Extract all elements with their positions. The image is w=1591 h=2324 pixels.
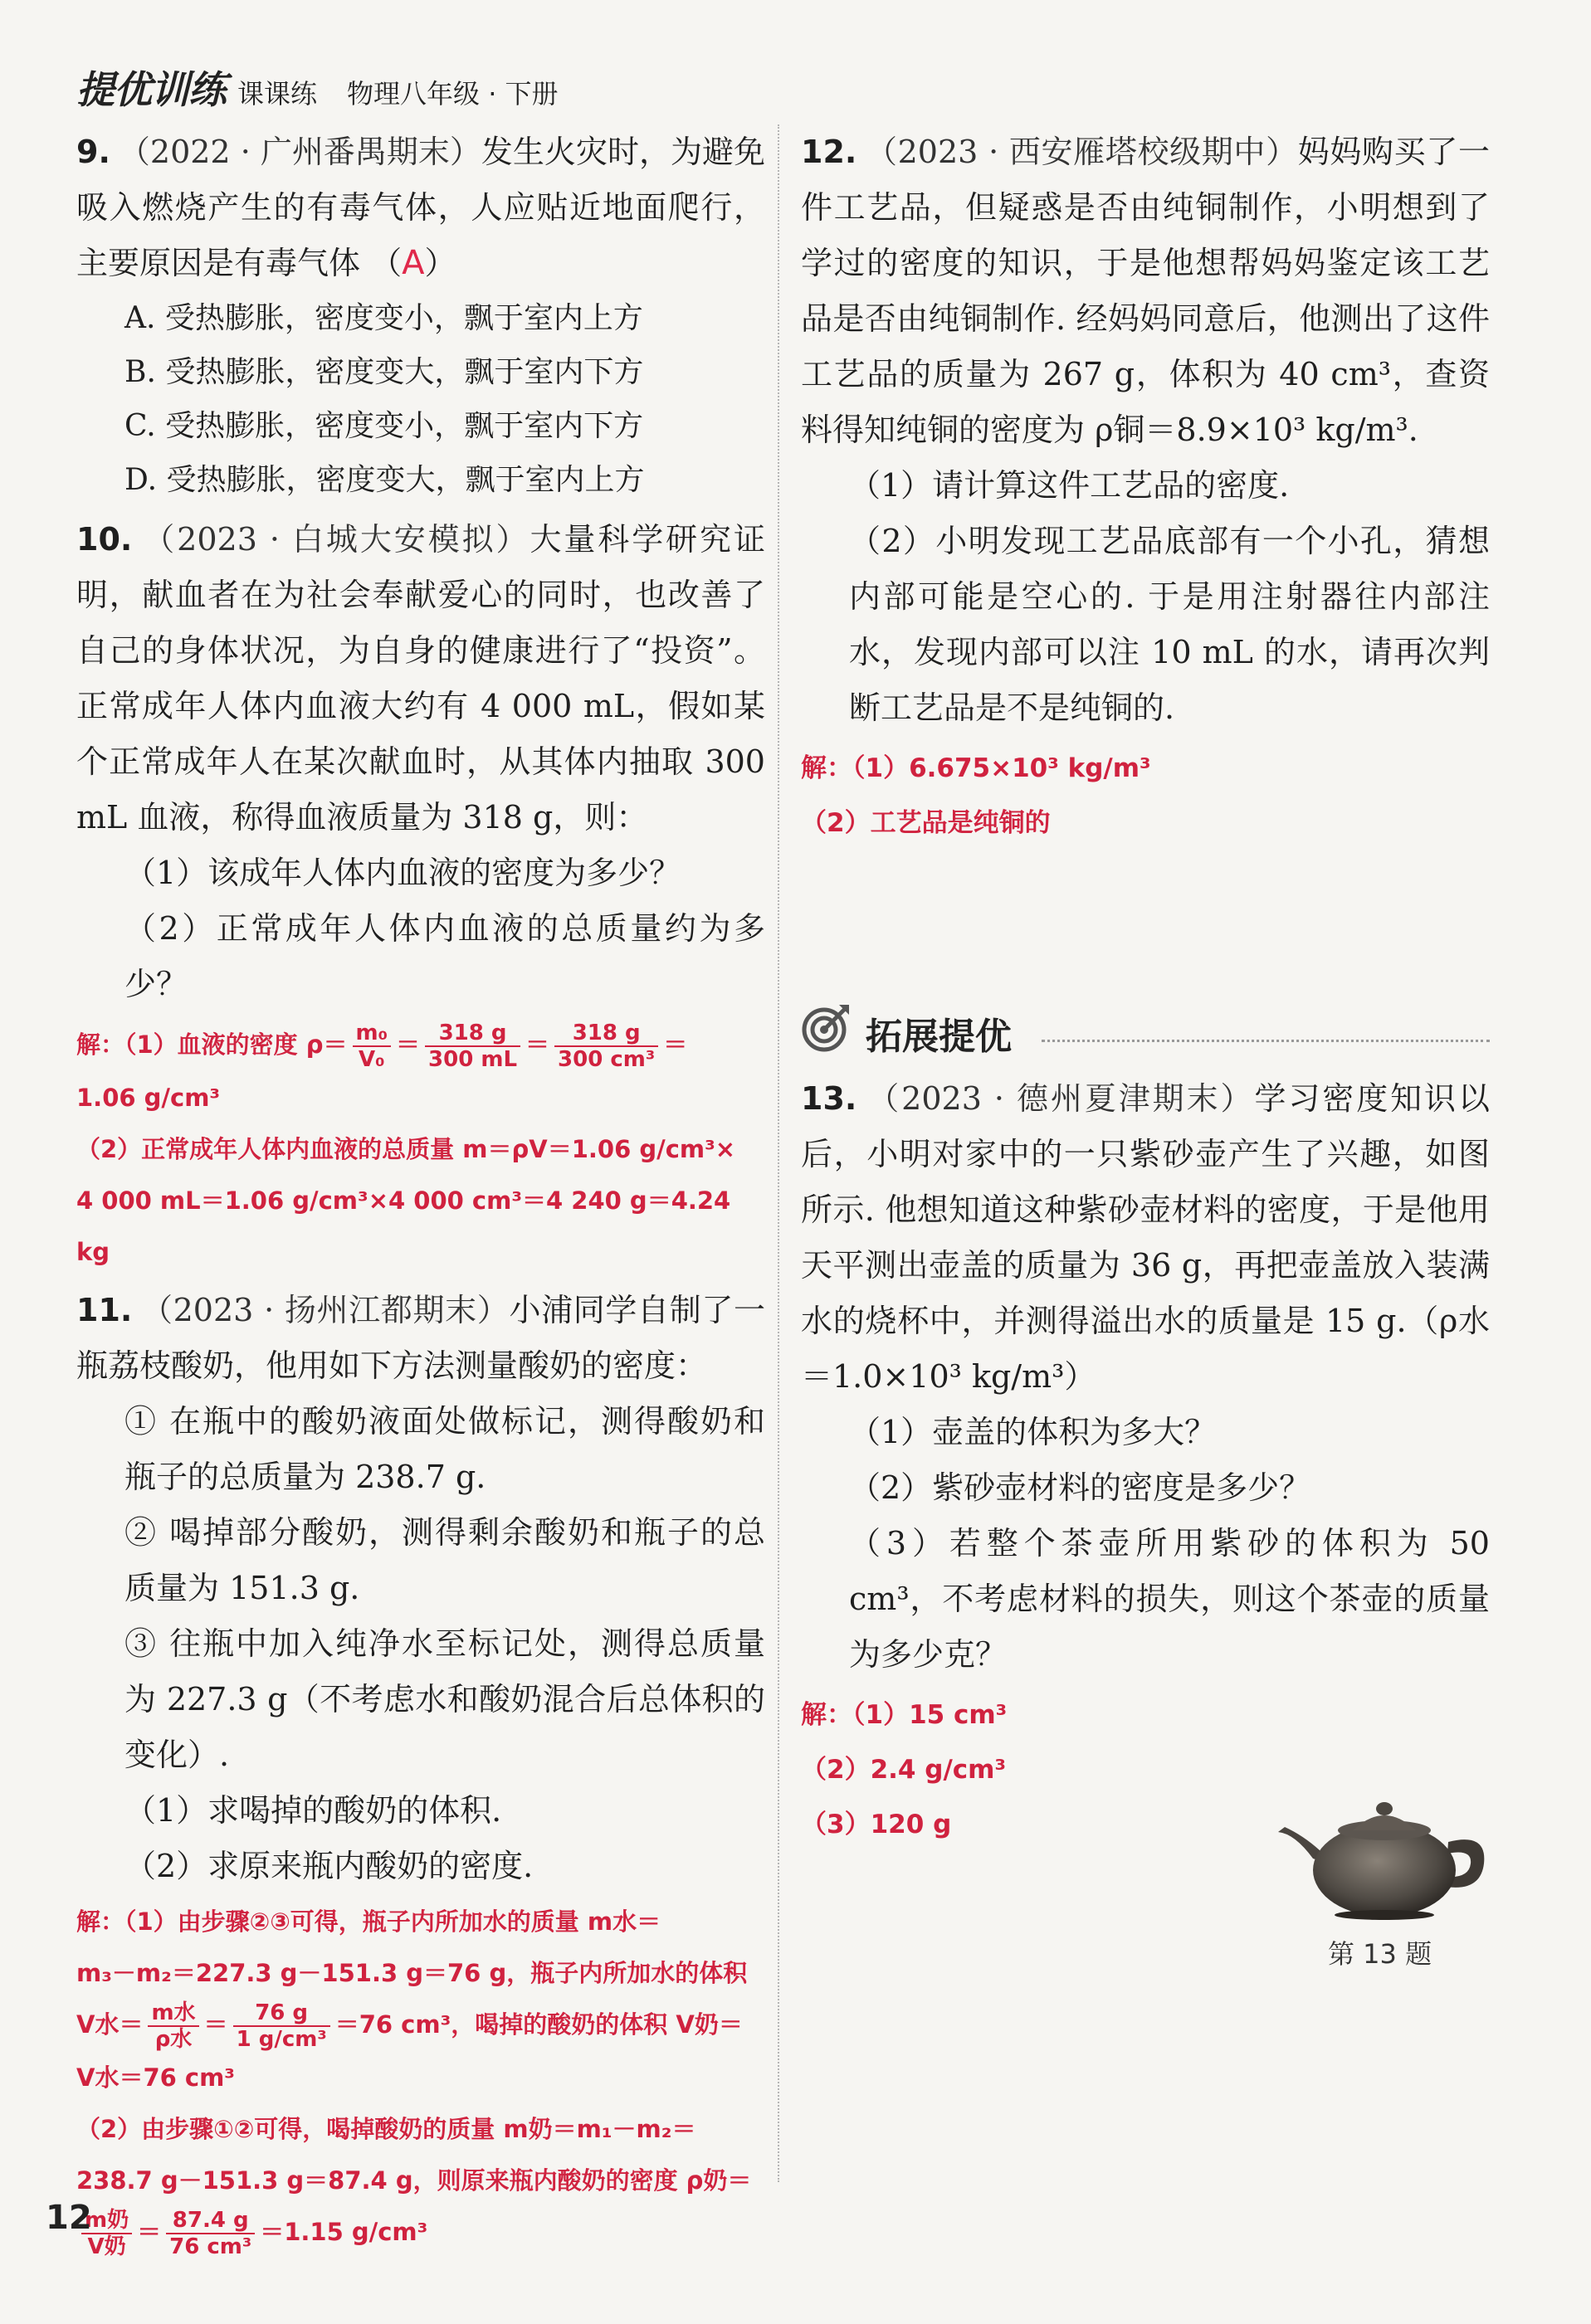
question-10 — [76, 512, 765, 1012]
q10-frac-2-den: 300 mL — [428, 1047, 518, 1072]
q11-frac-2-den: 1 g/cm³ — [236, 2027, 327, 2052]
q11-eq-2: ＝ — [137, 2218, 162, 2246]
q11-step2: ② 喝掉部分酸奶，测得剩余酸奶和瓶子的总质量为 151.3 g. — [124, 1514, 765, 1606]
q13-sub2: （2）紫砂壶材料的密度是多少？ — [849, 1469, 1311, 1506]
q11-sol-line7 — [76, 2206, 765, 2259]
header-book: 物理八年级 · 下册 — [347, 78, 559, 110]
brand-logo-text: 提优训练 — [76, 67, 226, 112]
q9-option-b: B. 受热膨胀，密度变大，飘于室内下方 — [124, 355, 644, 389]
q10-eq-3: ＝ — [663, 1030, 688, 1059]
q10-frac-3 — [554, 1021, 658, 1072]
q10-frac-2 — [425, 1021, 520, 1072]
q10-frac-1 — [353, 1021, 391, 1072]
q9-option-d: D. 受热膨胀，密度变大，飘于室内上方 — [124, 463, 645, 497]
q10-solution — [76, 1019, 765, 1278]
q9-bracket-close: ） — [424, 245, 456, 281]
q11-solution — [76, 1896, 765, 2259]
q12-source: （2023 · 西安雁塔校级期中） — [865, 134, 1298, 170]
q11-frac-1 — [148, 2000, 198, 2052]
q9-stem — [76, 124, 765, 291]
page-number: 12 — [46, 2199, 92, 2237]
q13-number: 13. — [801, 1080, 857, 1117]
q13-sol3: （3）120 g — [801, 1810, 952, 1839]
question-13 — [801, 1071, 1490, 1683]
q12-sol2: （2）工艺品是纯铜的 — [801, 808, 1051, 838]
q13-sol1: 解：（1）15 cm³ — [801, 1700, 1008, 1730]
section-title: 拓展提优 — [866, 1016, 1012, 1058]
question-9 — [76, 124, 765, 507]
q11-sol-line6: 238.7 g－151.3 g＝87.4 g，则原来瓶内酸奶的密度 ρ奶＝ — [76, 2166, 752, 2195]
page-header — [76, 60, 559, 110]
q11-eq-1: ＝ — [203, 2010, 228, 2039]
q12-sub2: （2）小明发现工艺品底部有一个小孔，猜想内部可能是空心的. 于是用注射器往内部注水，发现内部可以注 10 mL 的水，请再次判断工艺品是不是纯铜的. — [849, 523, 1490, 726]
q9-source: （2022 · 广州番禺期末） — [118, 134, 481, 170]
section-extension — [801, 991, 1490, 1066]
q10-source: （2023 · 白城大安模拟） — [140, 521, 530, 558]
q9-bracket-open: （ — [370, 245, 403, 281]
q9-option-a: A. 受热膨胀，密度变小，飘于室内上方 — [124, 301, 643, 335]
q10-frac-3-den: 300 cm³ — [558, 1047, 656, 1072]
q11-frac-4-den: 76 cm³ — [169, 2234, 252, 2259]
q11-text: 小浦同学自制了一瓶荔枝酸奶，他用如下方法测量酸奶的密度： — [76, 1292, 765, 1384]
q11-number: 11. — [76, 1292, 133, 1328]
q10-sol2-line1: （2）正常成年人体内血液的总质量 m＝ρV＝1.06 g/cm³× — [76, 1135, 736, 1163]
q10-number: 10. — [76, 521, 133, 558]
q11-frac-3-num: m奶 — [81, 2208, 132, 2234]
q13-sol2: （2）2.4 g/cm³ — [801, 1755, 1007, 1785]
q13-text: 学习密度知识以后，小明对家中的一只紫砂壶产生了兴趣，如图所示. 他想知道这种紫砂壶材料的密度，于是他用天平测出壶盖的质量为 36 g，再把壶盖放入装满水的烧杯中，并测得溢出水的质量是 15 g.（ρ水＝1.0×10³ kg/m³） — [801, 1080, 1490, 1395]
q12-sub1: （1）请计算这件工艺品的密度. — [849, 467, 1290, 504]
q11-frac-2-num: 76 g — [233, 2000, 330, 2027]
q10-text: 大量科学研究证明，献血者在为社会奉献爱心的同时，也改善了自己的身体状况，为自身的健康进行了“投资”。正常成年人体内血液大约有 4 000 mL，假如某个正常成年人在某次献血时，从其体内抽取 300 mL 血液，称得血液质量为 318 g，则： — [76, 521, 765, 836]
q13-caption: 第 13 题 — [1328, 1938, 1432, 1970]
q11-sol-line5: （2）由步骤①②可得，喝掉酸奶的质量 m奶＝m₁－m₂＝ — [76, 2115, 696, 2143]
q10-frac-3-num: 318 g — [554, 1021, 658, 1047]
column-divider — [778, 124, 779, 2182]
q12-number: 12. — [801, 134, 857, 170]
q10-sub2: （2）正常成年人体内血液的总质量约为多少？ — [124, 910, 765, 1002]
question-11 — [76, 1283, 765, 1894]
q11-frac-4 — [166, 2208, 255, 2259]
q12-sol1: 解：（1）6.675×10³ kg/m³ — [801, 753, 1151, 783]
q11-sub1: （1）求喝掉的酸奶的体积. — [124, 1792, 502, 1829]
right-column — [801, 124, 1490, 1852]
q11-sol3-post: ＝76 cm³，喝掉的酸奶的体积 V奶＝ — [334, 2010, 743, 2039]
q11-sol-line2: m₃－m₂＝227.3 g－151.3 g＝76 g，瓶子内所加水的体积 — [76, 1959, 748, 1987]
q9-answer: A — [402, 244, 425, 282]
q10-sol1-prefix: 解：（1）血液的密度 ρ＝ — [76, 1030, 348, 1059]
q11-step1: ① 在瓶中的酸奶液面处做标记，测得酸奶和瓶子的总质量为 238.7 g. — [124, 1403, 765, 1495]
q11-sol-line1: 解：（1）由步骤②③可得，瓶子内所加水的质量 m水＝ — [76, 1907, 661, 1936]
q12-text: 妈妈购买了一件工艺品，但疑惑是否由纯铜制作，小明想到了学过的密度的知识，于是他想帮妈妈鉴定该工艺品是否由纯铜制作. 经妈妈同意后，他测出了这件工艺品的质量为 267 g，体积为 40 cm³，查资料得知纯铜的密度为 ρ铜＝8.9×10³ kg/m³. — [801, 134, 1490, 448]
section-dotted-rule — [1042, 1040, 1490, 1042]
q13-source: （2023 · 德州夏津期末） — [865, 1080, 1255, 1117]
q13-figure — [1270, 1784, 1502, 1928]
q11-frac-1-num: m水 — [148, 2000, 198, 2027]
q11-frac-4-num: 87.4 g — [166, 2208, 255, 2234]
q9-number: 9. — [76, 134, 110, 170]
q10-sub1: （1）该成年人体内血液的密度为多少？ — [124, 855, 681, 891]
q10-sol2-line2: 4 000 mL＝1.06 g/cm³×4 000 cm³＝4 240 g＝4.24 kg — [76, 1186, 731, 1266]
q11-sol7-post: ＝1.15 g/cm³ — [260, 2218, 428, 2246]
q11-sol-line4: V水＝76 cm³ — [76, 2063, 236, 2092]
q13-sub1: （1）壶盖的体积为多大？ — [849, 1414, 1217, 1450]
q13-sub3: （3）若整个茶壶所用紫砂的体积为 50 cm³，不考虑材料的损失，则这个茶壶的质量为多少克？ — [849, 1525, 1490, 1673]
q11-frac-1-den: ρ水 — [154, 2027, 193, 2052]
q10-frac-1-den: V₀ — [359, 1047, 385, 1072]
q11-frac-3-den: V奶 — [87, 2234, 126, 2259]
header-subtitle: 课课练 — [237, 78, 318, 110]
q11-source: （2023 · 扬州江都期末） — [140, 1292, 510, 1328]
q10-frac-1-num: m₀ — [353, 1021, 391, 1047]
q10-eq-1: ＝ — [396, 1030, 421, 1059]
question-12 — [801, 124, 1490, 736]
q9-option-c: C. 受热膨胀，密度变小，飘于室内下方 — [124, 409, 644, 443]
target-icon — [801, 1003, 851, 1053]
q9-text: 发生火灾时，为避免吸入燃烧产生的有毒气体，人应贴近地面爬行，主要原因是有毒气体 — [76, 134, 765, 281]
q10-eq-2: ＝ — [525, 1030, 550, 1059]
q11-sol-line3 — [76, 1999, 765, 2052]
teapot-icon — [1270, 1784, 1502, 1925]
q10-frac-2-num: 318 g — [425, 1021, 520, 1047]
q11-step3: ③ 往瓶中加入纯净水至标记处，测得总质量为 227.3 g（不考虑水和酸奶混合后总体积的变化）. — [124, 1625, 765, 1773]
q11-frac-2 — [233, 2000, 330, 2052]
q11-sol3-pre: V水＝ — [76, 2010, 144, 2039]
q10-sol1 — [76, 1019, 765, 1072]
q10-sol1-result: 1.06 g/cm³ — [76, 1084, 221, 1112]
q11-sub2: （2）求原来瓶内酸奶的密度. — [124, 1848, 534, 1884]
left-column — [76, 124, 765, 2259]
q12-solution — [801, 741, 1490, 850]
